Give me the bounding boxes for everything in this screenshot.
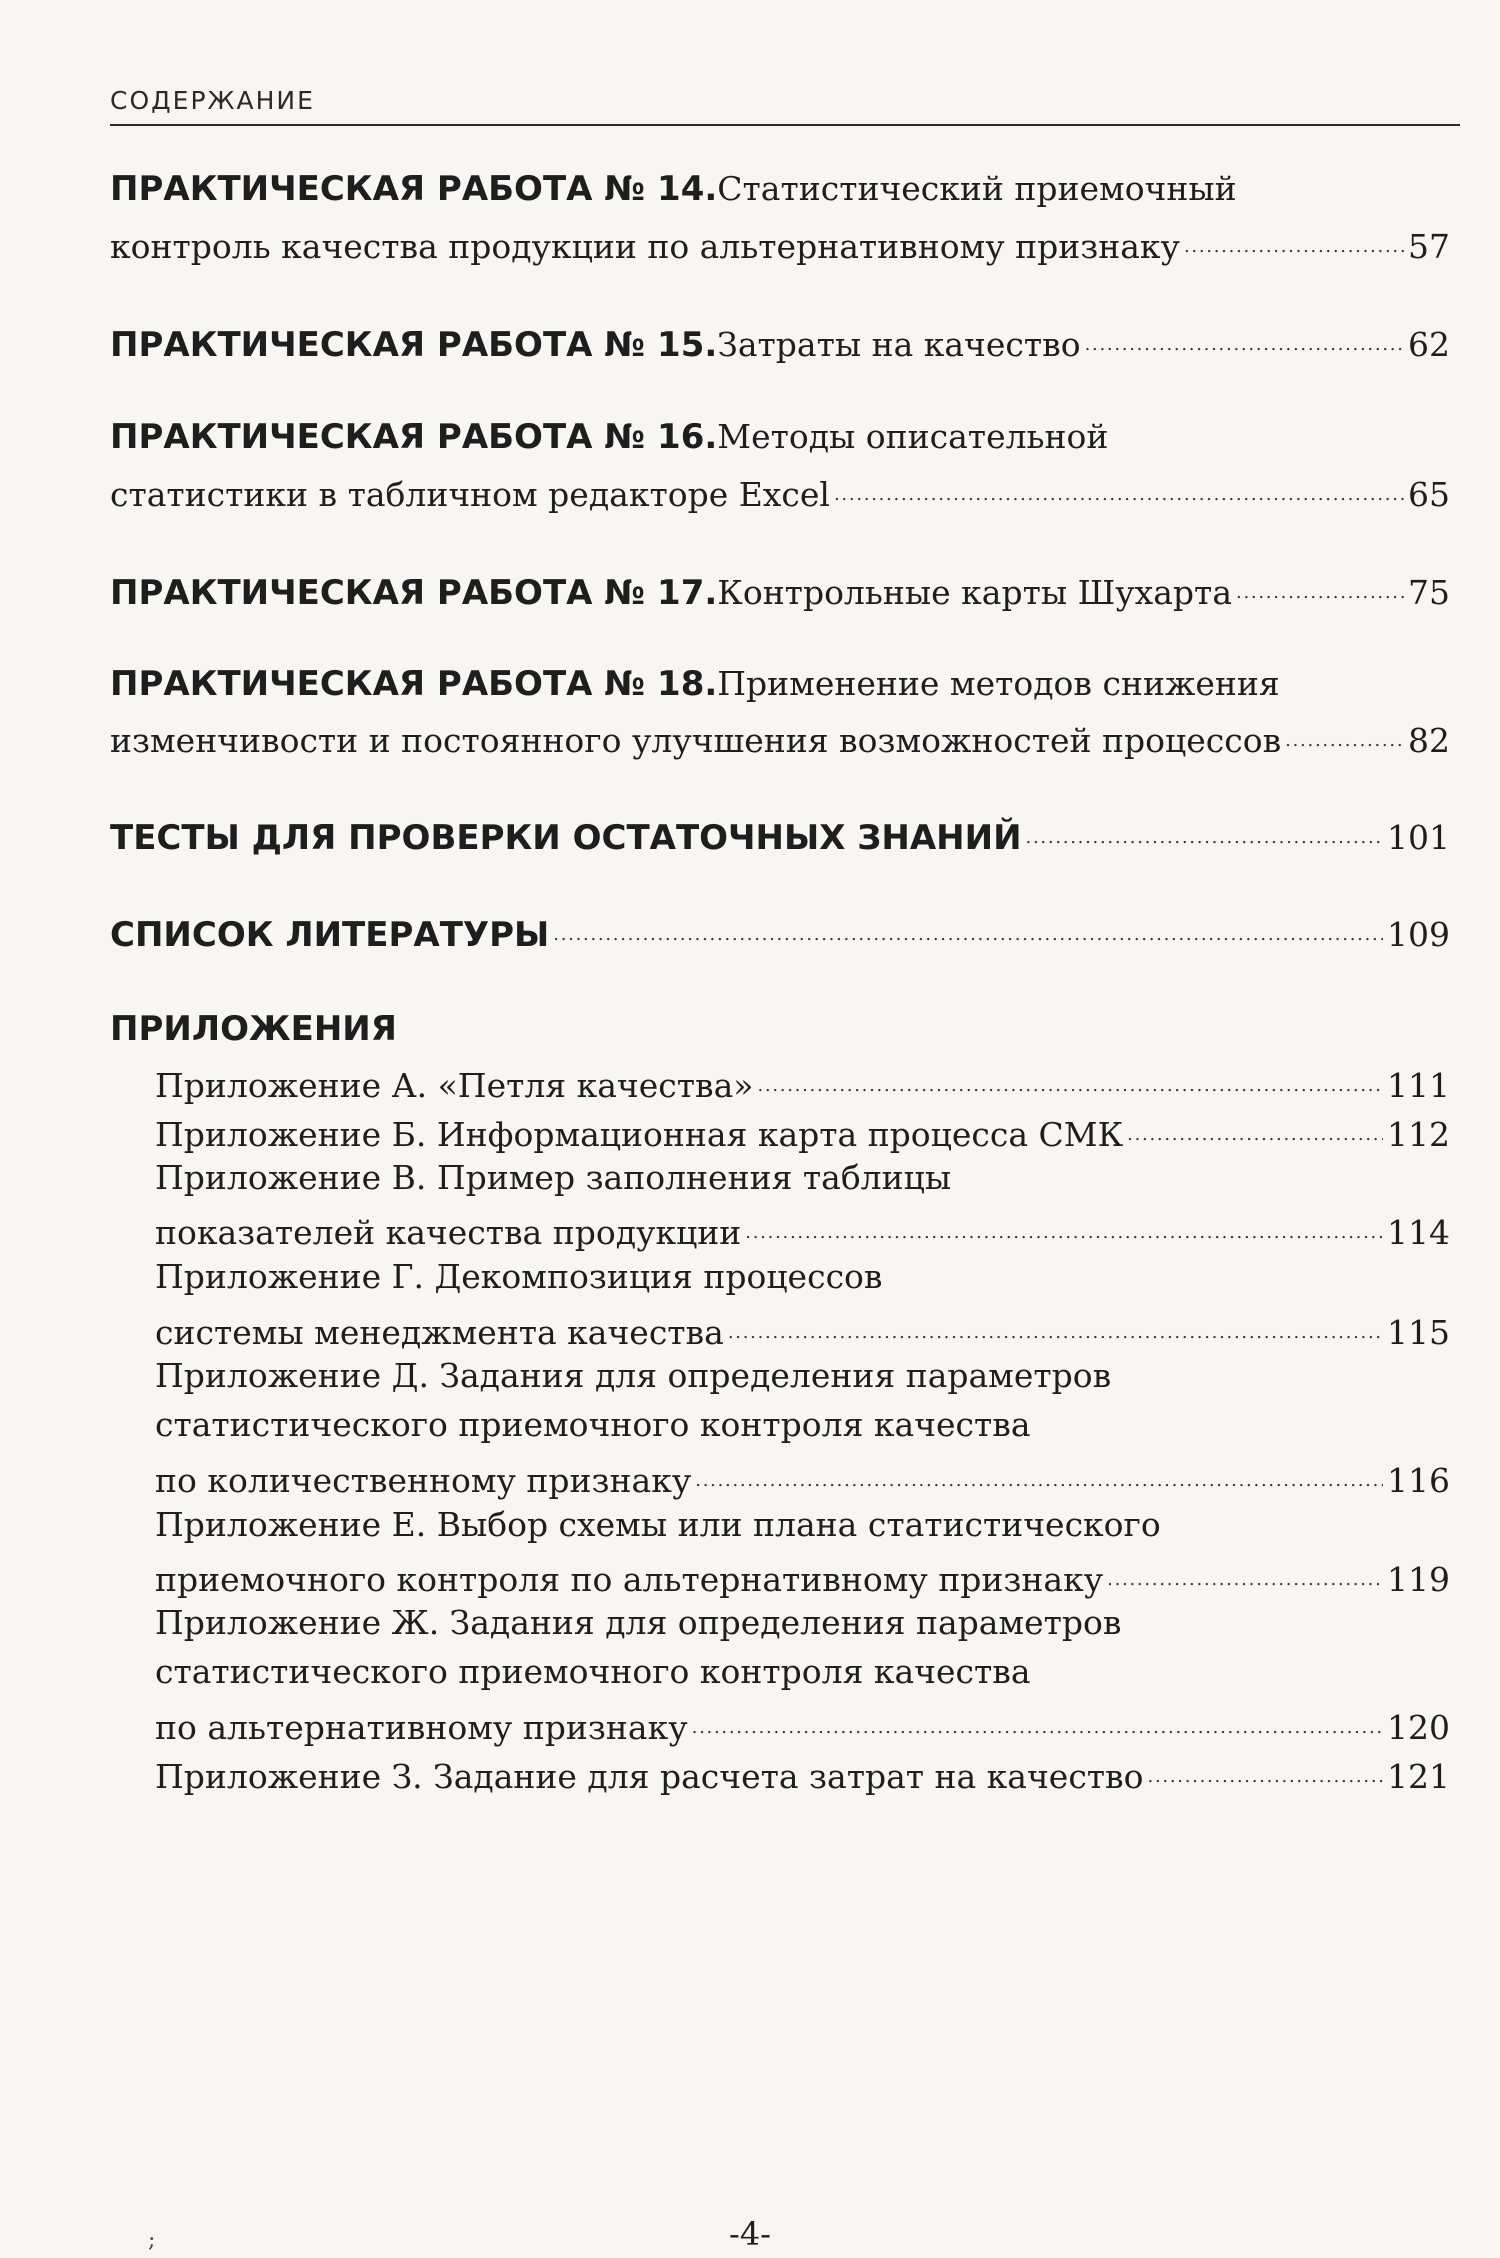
toc-appendix-g-line2[interactable]: [155, 1310, 1450, 1352]
toc-page-number: 82: [1408, 721, 1450, 760]
page-number-footer: -4-: [729, 2215, 771, 2253]
toc-page-number: 119: [1387, 1560, 1450, 1599]
ink-speck-mark: ;: [148, 2228, 156, 2253]
toc-page-number: 114: [1387, 1213, 1450, 1252]
toc-page-number: 121: [1387, 1757, 1450, 1796]
toc-entry-text: Приложение З. Задание для расчета затрат на качество: [155, 1757, 1144, 1796]
toc-entry-15[interactable]: [110, 322, 1450, 365]
toc-page-number: 112: [1387, 1115, 1450, 1154]
toc-entry-text: Приложение А. «Петля качества»: [155, 1066, 754, 1105]
toc-appendix-b[interactable]: [155, 1112, 1450, 1154]
toc-section-appendices[interactable]: [110, 1009, 1450, 1049]
toc-entry-label: ПРАКТИЧЕСКАЯ РАБОТА № 16.: [110, 417, 718, 457]
leader-dots: [1184, 224, 1404, 258]
toc-entry-text: приемочного контроля по альтернативному признаку: [155, 1560, 1104, 1599]
toc-appendix-zh-line3[interactable]: [155, 1705, 1450, 1747]
toc-entry-text: статистического приемочного контроля качества: [155, 1652, 1031, 1691]
toc-entry-label: СПИСОК ЛИТЕРАТУРЫ: [110, 915, 550, 955]
toc-entry-text: по количественному признаку: [155, 1461, 692, 1500]
header-rule: [110, 124, 1460, 126]
toc-section-heading: ПРИЛОЖЕНИЯ: [110, 1009, 397, 1049]
toc-entry-text: статистического приемочного контроля качества: [155, 1405, 1031, 1444]
toc-entry-18-title[interactable]: [110, 664, 1450, 704]
toc-page-number: 116: [1387, 1461, 1450, 1500]
toc-entry-literature[interactable]: [110, 912, 1450, 955]
running-header: СОДЕРЖАНИЕ: [110, 86, 315, 115]
toc-appendix-e-line2[interactable]: [155, 1557, 1450, 1599]
toc-appendix-z[interactable]: [155, 1754, 1450, 1796]
toc-entry-label: ПРАКТИЧЕСКАЯ РАБОТА № 15.: [110, 325, 718, 365]
toc-page-number: 65: [1408, 475, 1450, 514]
toc-entry-17[interactable]: [110, 570, 1450, 613]
toc-page-number: 115: [1387, 1313, 1450, 1352]
leader-dots: [1285, 718, 1404, 752]
leader-dots: [692, 1705, 1383, 1739]
toc-entry-text: Контрольные карты Шухарта: [717, 573, 1232, 612]
toc-page-number: 111: [1387, 1066, 1450, 1105]
toc-page-number: 120: [1387, 1708, 1450, 1747]
leader-dots: [728, 1310, 1383, 1344]
leader-dots: [1107, 1557, 1383, 1591]
leader-dots: [1127, 1112, 1383, 1146]
toc-entry-14-title[interactable]: [110, 169, 1450, 209]
toc-page-number: 57: [1408, 227, 1450, 266]
leader-dots: [1026, 815, 1383, 849]
toc-entry-text: Затраты на качество: [717, 325, 1081, 364]
toc-entry-text: Приложение Ж. Задания для определения параметров: [155, 1603, 1122, 1642]
toc-entry-text: Приложение В. Пример заполнения таблицы: [155, 1158, 952, 1197]
toc-entry-label: ТЕСТЫ ДЛЯ ПРОВЕРКИ ОСТАТОЧНЫХ ЗНАНИЙ: [110, 818, 1022, 858]
toc-page-number: 75: [1408, 573, 1450, 612]
toc-appendix-d-title[interactable]: [155, 1356, 1450, 1395]
toc-page-number: 109: [1387, 915, 1450, 954]
toc-entry-text: Применение методов снижения: [717, 664, 1280, 703]
toc-appendix-v-title[interactable]: [155, 1158, 1450, 1197]
toc-appendix-g-title[interactable]: [155, 1257, 1450, 1296]
toc-appendix-e-title[interactable]: [155, 1505, 1450, 1544]
toc-entry-text: Приложение Б. Информационная карта процесса СМК: [155, 1115, 1124, 1154]
toc-entry-tests[interactable]: [110, 815, 1450, 858]
leader-dots: [1236, 570, 1404, 604]
toc-entry-text: показателей качества продукции: [155, 1213, 742, 1252]
leader-dots: [553, 912, 1383, 946]
leader-dots: [834, 472, 1404, 506]
leader-dots: [1148, 1754, 1383, 1788]
toc-entry-text: Методы описательной: [717, 417, 1109, 456]
toc-appendix-zh-title[interactable]: [155, 1603, 1450, 1642]
toc-entry-text: изменчивости и постоянного улучшения возможностей процессов: [110, 721, 1282, 760]
toc-appendix-d-line2[interactable]: [155, 1405, 1450, 1444]
toc-entry-text: статистики в табличном редакторе Excel: [110, 475, 830, 514]
toc-entry-text: контроль качества продукции по альтернативному признаку: [110, 227, 1180, 266]
toc-entry-text: Приложение Е. Выбор схемы или плана статистического: [155, 1505, 1161, 1544]
toc-entry-label: ПРАКТИЧЕСКАЯ РАБОТА № 14.: [110, 169, 718, 209]
toc-entry-18-line2[interactable]: [110, 718, 1450, 760]
toc-entry-text: системы менеджмента качества: [155, 1313, 724, 1352]
toc-entry-label: ПРАКТИЧЕСКАЯ РАБОТА № 17.: [110, 573, 718, 613]
toc-entry-14-line2[interactable]: [110, 224, 1450, 266]
toc-appendix-v-line2[interactable]: [155, 1210, 1450, 1252]
leader-dots: [1085, 322, 1404, 356]
toc-appendix-zh-line2[interactable]: [155, 1652, 1450, 1691]
toc-page-number: 62: [1408, 325, 1450, 364]
toc-entry-text: Приложение Д. Задания для определения параметров: [155, 1356, 1112, 1395]
toc-entry-16-line2[interactable]: [110, 472, 1450, 514]
toc-entry-text: Приложение Г. Декомпозиция процессов: [155, 1257, 883, 1296]
toc-entry-text: Статистический приемочный: [717, 169, 1237, 208]
toc-entry-label: ПРАКТИЧЕСКАЯ РАБОТА № 18.: [110, 664, 718, 704]
toc-entry-16-title[interactable]: [110, 417, 1450, 457]
leader-dots: [695, 1458, 1383, 1492]
leader-dots: [745, 1210, 1383, 1244]
leader-dots: [757, 1063, 1383, 1097]
toc-page-number: 101: [1387, 818, 1450, 857]
toc-entry-text: по альтернативному признаку: [155, 1708, 688, 1747]
toc-appendix-a[interactable]: [155, 1063, 1450, 1105]
toc-appendix-d-line3[interactable]: [155, 1458, 1450, 1500]
